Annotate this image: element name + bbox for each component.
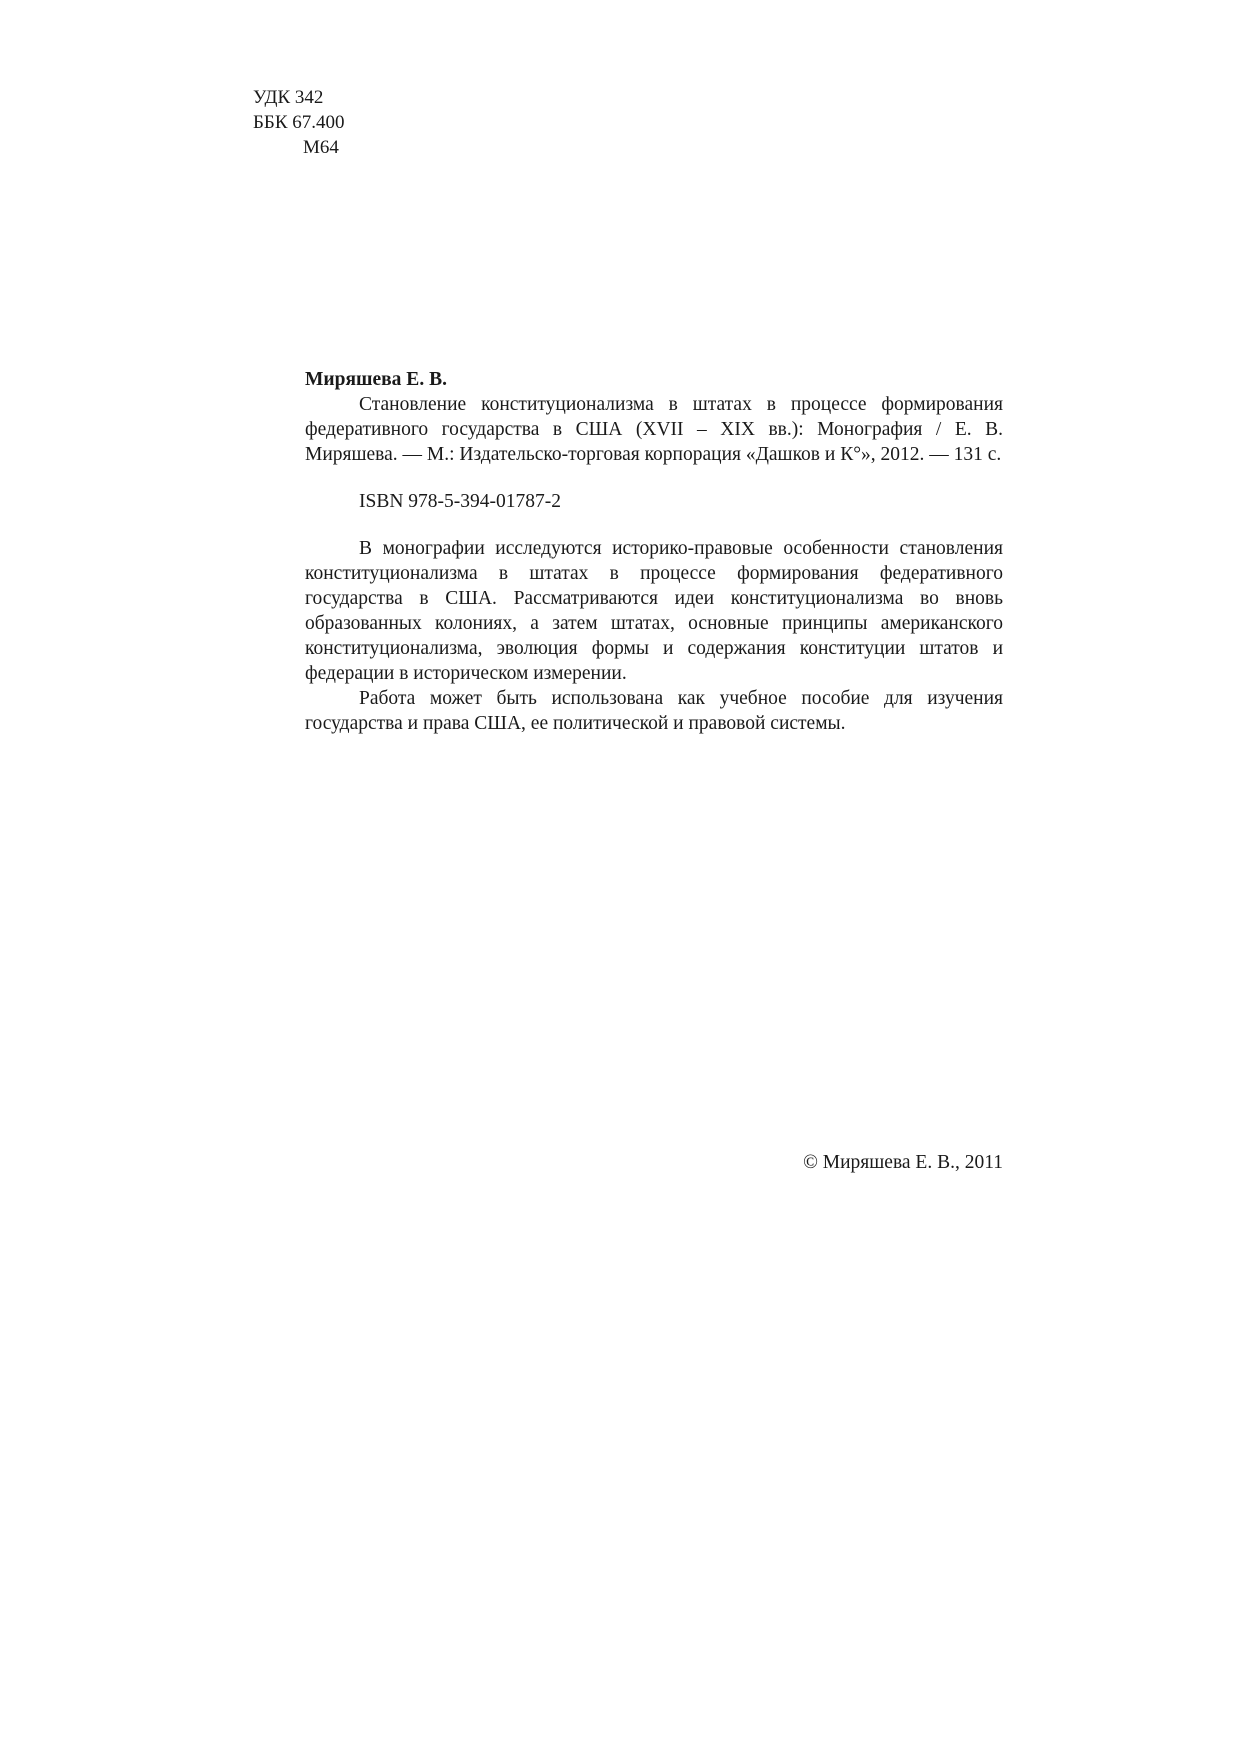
author-mark: М64 — [303, 137, 339, 158]
bibliographic-description: Становление конституционализма в штатах в процессе формирования федеративного государства в США (XVII – XIX вв.): Монография / Е. В. Миряшева. — М.: Издательско-торговая корпорация «Дашков и К°», 2012. — 131 с. — [305, 394, 1003, 465]
abstract — [305, 536, 1003, 736]
bibliographic-record — [305, 367, 1003, 736]
author-name: Миряшева Е. В. — [305, 369, 447, 390]
udk-code: УДК 342 — [253, 87, 324, 108]
abstract-paragraph: Работа может быть использована как учебное пособие для изучения государства и права США, ее политической и правовой системы. — [305, 688, 1003, 734]
bbk-code: ББК 67.400 — [253, 112, 345, 133]
classification-block — [253, 85, 345, 160]
copyright-notice: © Миряшева Е. В., 2011 — [803, 1152, 1003, 1173]
isbn: ISBN 978-5-394-01787-2 — [359, 491, 562, 512]
abstract-paragraph: В монографии исследуются историко-правовые особенности становления конституционализма в штатах в процессе формирования федеративного государства в США. Рассматриваются идеи конституционализма во вновь образованных колониях, а затем штатах, основные принципы американского конституционализма, эволюция формы и содержания конституции штатов и федерации в историческом измерении. — [305, 538, 1003, 684]
